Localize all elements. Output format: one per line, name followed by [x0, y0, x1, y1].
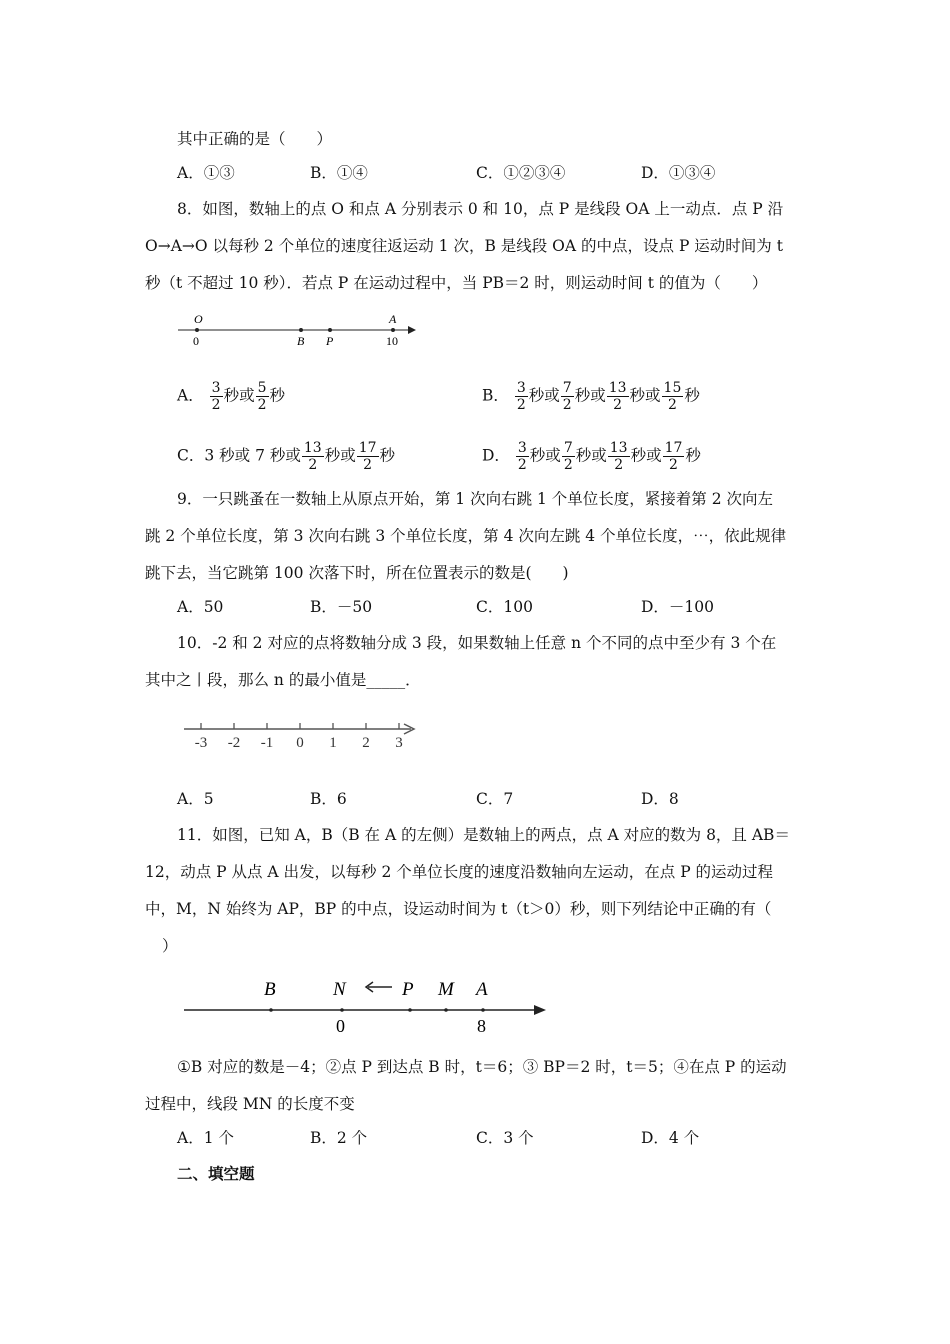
- denominator: 2: [669, 457, 678, 473]
- q7-option-c[interactable]: C．①②③④: [476, 164, 566, 182]
- q9-stem-line2: 跳 2 个单位长度，第 3 次向右跳 3 个单位长度，第 4 次向左跳 4 个单位长度，⋯，依此规律: [145, 527, 787, 545]
- denominator: 2: [257, 397, 267, 413]
- point-b: [269, 1008, 273, 1012]
- fraction: [562, 440, 575, 473]
- label-b: B: [297, 334, 305, 348]
- q11-option-c[interactable]: C．3 个: [476, 1129, 534, 1147]
- q9-stem-line1: 9．一只跳蚤在一数轴上从原点开始，第 1 次向右跳 1 个单位长度，紧接着第 2 次向左: [177, 490, 774, 508]
- fraction: [663, 440, 685, 473]
- tick-label: -1: [260, 735, 274, 751]
- q10-option-b[interactable]: B．6: [310, 790, 347, 808]
- text: 秒或: [528, 386, 560, 405]
- denominator: 2: [308, 457, 318, 473]
- q8-stem-line3: 秒（t 不超过 10 秒）．若点 P 在运动过程中，当 PB＝2 时，则运动时间 t 的值为（ ）: [145, 274, 768, 292]
- label-n: N: [333, 979, 346, 1000]
- q8-option-b[interactable]: [482, 380, 700, 413]
- q8-stem-line1: 8．如图，数轴上的点 O 和点 A 分别表示 0 和 10，点 P 是线段 OA 上一动点．点 P 沿: [177, 200, 784, 218]
- numerator: 5: [257, 380, 267, 396]
- text: 秒: [379, 446, 396, 465]
- text: 秒: [685, 446, 701, 465]
- denominator: 2: [668, 397, 677, 413]
- numerator: 7: [563, 440, 573, 456]
- point-p: [408, 1008, 412, 1012]
- denominator: 2: [363, 457, 373, 473]
- axis-arrow: [408, 326, 416, 334]
- label-a: A: [389, 312, 397, 326]
- text: 秒或: [529, 446, 561, 465]
- label-10: 10: [386, 334, 398, 348]
- axis-arrow: [534, 1005, 546, 1015]
- fraction: [662, 380, 684, 413]
- q9-option-c[interactable]: C．100: [476, 598, 533, 616]
- q8-option-a[interactable]: [177, 380, 285, 413]
- q11-stem-line4: ）: [162, 937, 178, 955]
- q7-option-a[interactable]: A．①③: [177, 164, 235, 182]
- label-b: B: [264, 979, 276, 1000]
- numerator: 3: [211, 380, 221, 396]
- label-p: P: [326, 334, 334, 348]
- numerator: 3: [517, 440, 527, 456]
- point-n: [340, 1008, 344, 1012]
- fraction: [516, 440, 529, 473]
- fraction: [302, 440, 324, 473]
- denominator: 2: [562, 397, 572, 413]
- fraction: [515, 380, 528, 413]
- q8-option-c[interactable]: [177, 440, 395, 473]
- tick-label: -2: [227, 735, 241, 751]
- numerator: 13: [303, 440, 322, 456]
- text: 秒或: [223, 386, 255, 405]
- numerator: 15: [663, 380, 682, 396]
- prefix: D．: [482, 446, 510, 465]
- section-title: 二、填空题: [177, 1164, 255, 1183]
- numerator: 17: [664, 440, 683, 456]
- text: 秒或: [575, 446, 607, 465]
- q11-option-b[interactable]: B．2 个: [310, 1129, 368, 1147]
- q10-option-c[interactable]: C．7: [476, 790, 514, 808]
- denominator: 2: [614, 457, 624, 473]
- point-m: [444, 1008, 448, 1012]
- numerator: 13: [609, 440, 628, 456]
- q7-option-d[interactable]: D．①③④: [641, 164, 716, 182]
- numerator: 3: [516, 380, 526, 396]
- prefix: B．: [482, 386, 509, 405]
- point-a: [391, 328, 395, 332]
- point-o: [195, 328, 199, 332]
- fraction: [256, 380, 269, 413]
- tick-label: 0: [296, 735, 304, 751]
- denominator: 2: [517, 457, 527, 473]
- numerator: 7: [562, 380, 572, 396]
- point-p: [328, 328, 332, 332]
- text: 秒或: [630, 446, 662, 465]
- text: 秒: [269, 386, 286, 405]
- tick-label: 1: [329, 735, 337, 751]
- label-o: O: [194, 312, 203, 326]
- label-8: 8: [477, 1016, 486, 1036]
- denominator: 2: [211, 397, 221, 413]
- label-a: A: [476, 979, 488, 1000]
- denominator: 2: [563, 457, 573, 473]
- numerator: 17: [358, 440, 377, 456]
- q10-stem-line1: 10．-2 和 2 对应的点将数轴分成 3 段，如果数轴上任意 n 个不同的点中至少有 3 个在: [177, 634, 777, 652]
- prefix: A．: [177, 386, 204, 405]
- q10-stem-line2: 其中之丨段，那么 n 的最小值是_____．: [145, 671, 421, 689]
- denominator: 2: [613, 397, 623, 413]
- q10-option-a[interactable]: A．5: [177, 790, 214, 808]
- point-a: [481, 1008, 485, 1012]
- prefix: C．3 秒或 7 秒或: [177, 446, 301, 465]
- q7-stem: 其中正确的是（ ）: [177, 130, 333, 148]
- q11-stem-line3: 中，M，N 始终为 AP，BP 的中点，设运动时间为 t（t＞0）秒，则下列结论中正确的有（: [145, 900, 772, 918]
- fraction: [561, 380, 574, 413]
- text: 秒或: [629, 386, 661, 405]
- label-0: 0: [193, 334, 199, 348]
- q9-option-a[interactable]: A．50: [177, 598, 224, 616]
- tick-label: -3: [194, 735, 208, 751]
- q11-stem-line2: 12，动点 P 从点 A 出发，以每秒 2 个单位长度的速度沿数轴向左运动，在点 P 的运动过程: [145, 863, 774, 881]
- q7-option-b[interactable]: B．①④: [310, 164, 368, 182]
- q11-statements-line1: ①B 对应的数是－4；②点 P 到达点 B 时，t＝6；③ BP＝2 时，t＝5；④在点 P 的运动: [177, 1058, 787, 1076]
- q11-number-line-figure: [180, 975, 555, 1037]
- q10-number-line-figure: [178, 717, 423, 753]
- q8-option-d[interactable]: [482, 440, 701, 473]
- q11-statements-line2: 过程中，线段 MN 的长度不变: [145, 1095, 355, 1113]
- tick-group: [195, 723, 403, 751]
- q8-number-line-figure: [170, 310, 420, 350]
- q11-option-d[interactable]: D．4 个: [641, 1129, 700, 1147]
- fraction: [608, 440, 630, 473]
- label-m: M: [438, 979, 454, 1000]
- q11-option-a[interactable]: A．1 个: [177, 1129, 234, 1147]
- fraction: [607, 380, 629, 413]
- q9-option-d[interactable]: D．－100: [641, 598, 715, 616]
- label-0: 0: [336, 1016, 345, 1036]
- fraction: [357, 440, 379, 473]
- tick-label: 3: [395, 735, 403, 751]
- numerator: 13: [608, 380, 627, 396]
- text: 秒或: [324, 446, 356, 465]
- q10-option-d[interactable]: D．8: [641, 790, 679, 808]
- q9-stem-line3: 跳下去，当它跳第 100 次落下时，所在位置表示的数是( ): [145, 564, 569, 582]
- label-p: P: [402, 979, 414, 1000]
- tick-label: 2: [362, 735, 370, 751]
- text: 秒或: [574, 386, 606, 405]
- point-b: [299, 328, 303, 332]
- fraction: [210, 380, 223, 413]
- q11-stem-line1: 11．如图，已知 A，B（B 在 A 的左侧）是数轴上的两点，点 A 对应的数为 8，且 AB＝: [177, 826, 790, 844]
- q9-option-b[interactable]: B．－50: [310, 598, 373, 616]
- denominator: 2: [516, 397, 526, 413]
- q8-stem-line2: O→A→O 以每秒 2 个单位的速度往返运动 1 次，B 是线段 OA 的中点，设点 P 运动时间为 t: [145, 237, 783, 255]
- text: 秒: [684, 386, 700, 405]
